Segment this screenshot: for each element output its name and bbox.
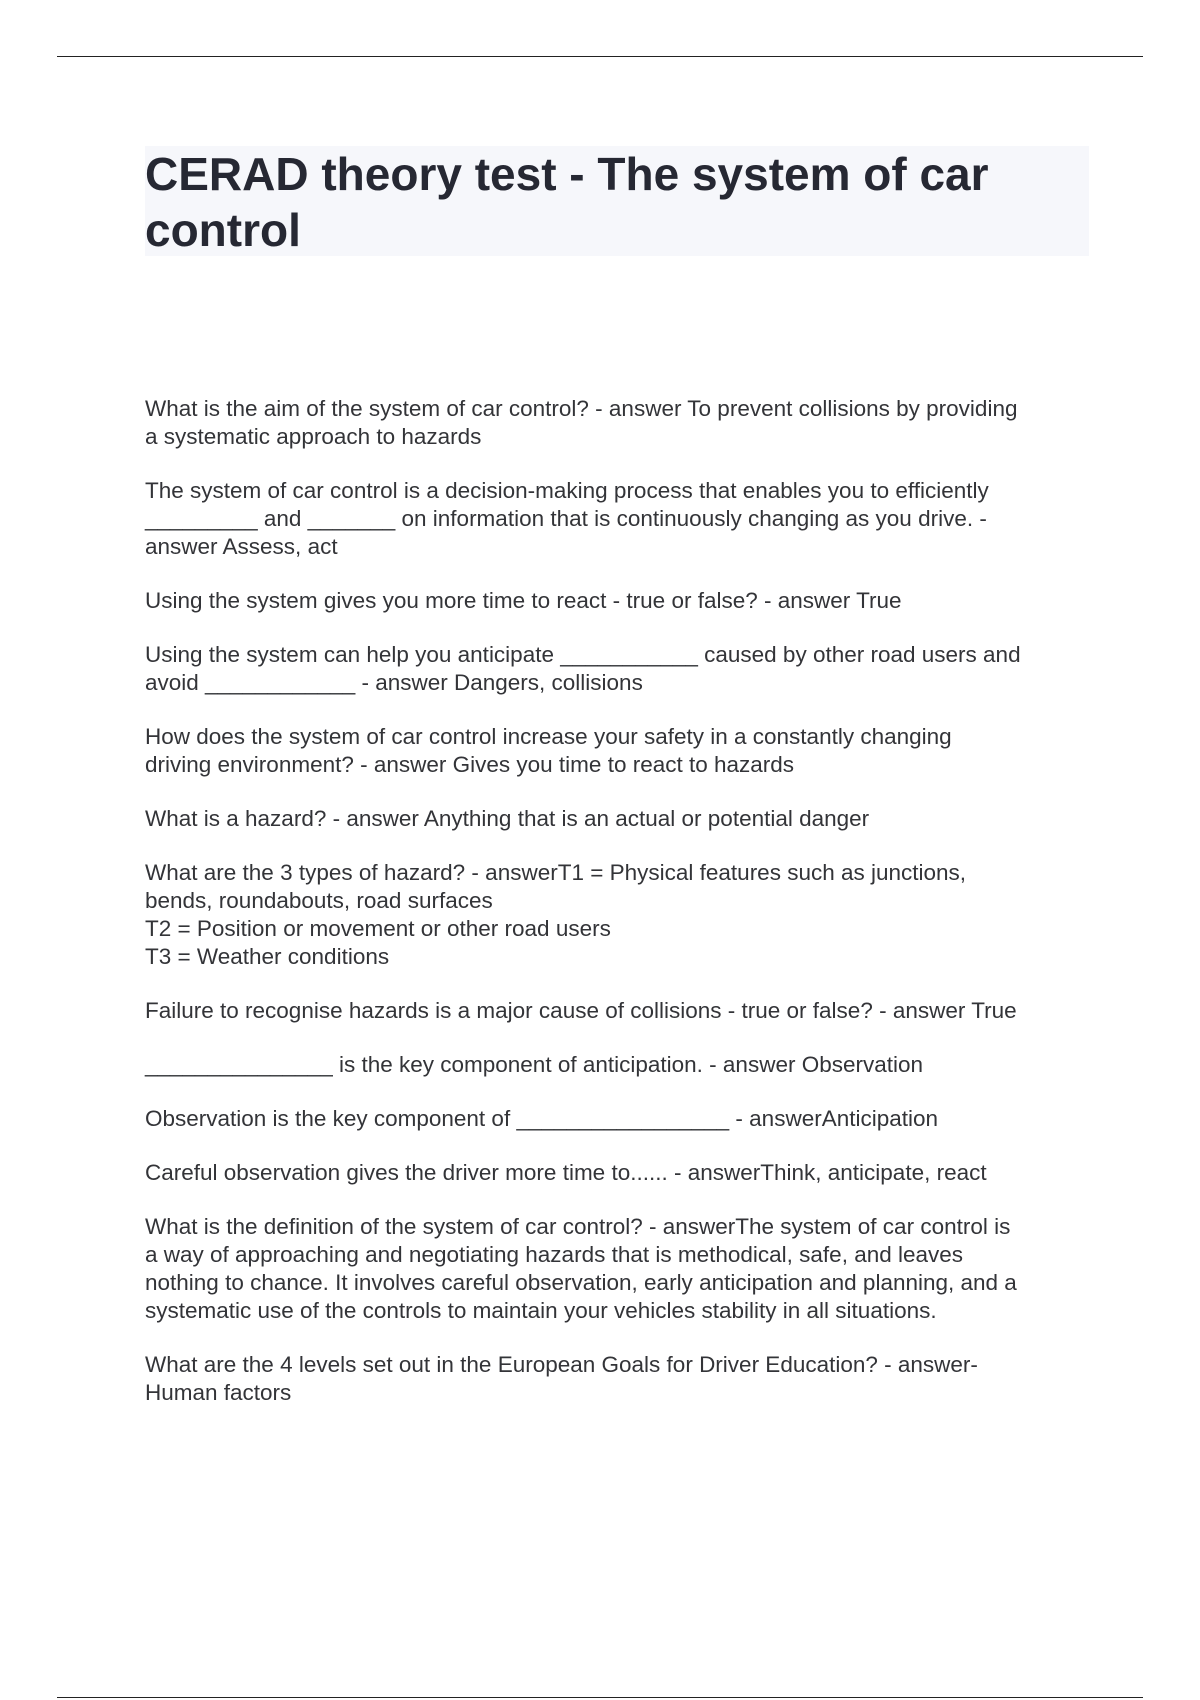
qa-entry: What is the definition of the system of car control? - answerThe system of car control is a way of approaching and negotiating hazards that is methodical, safe, and leaves nothing to chance. It involves careful observation, early anticipation and planning, and a systematic use of the controls to maintain your vehicles stability in all situations. [145,1214,1017,1323]
top-rule [57,56,1143,57]
qa-entry: Using the system gives you more time to react - true or false? - answer True [145,588,902,613]
qa-entry: What are the 4 levels set out in the European Goals for Driver Education? - answer- Human factors [145,1352,978,1405]
qa-entry: The system of car control is a decision-making process that enables you to efficiently _________ and _______ on information that is continuously changing as you drive. - answer Assess, act [145,478,989,559]
qa-entry: Using the system can help you anticipate ___________ caused by other road users and avoid ____________ - answer Dangers, collisions [145,642,1021,695]
qa-entry: How does the system of car control increase your safety in a constantly changing driving environment? - answer Gives you time to react to hazards [145,724,952,777]
qa-entry: Failure to recognise hazards is a major cause of collisions - true or false? - answer True [145,998,1017,1023]
qa-entry: Observation is the key component of _________________ - answerAnticipation [145,1106,939,1131]
qa-entry: What are the 3 types of hazard? - answerT1 = Physical features such as junctions, bends, roundabouts, road surfaces T2 = Position or movement or other road users T3 = Weather conditions [145,860,967,969]
page-title: CERAD theory test - The system of car control [145,148,989,256]
title-banner [145,146,1089,256]
bottom-rule [57,1697,1143,1698]
qa-entry: What is the aim of the system of car control? - answer To prevent collisions by providing a systematic approach to hazards [145,396,1018,449]
qa-entry: _______________ is the key component of anticipation. - answer Observation [145,1052,924,1077]
qa-entry: Careful observation gives the driver more time to...... - answerThink, anticipate, react [145,1160,987,1185]
qa-list [145,395,1095,1433]
qa-entry: What is a hazard? - answer Anything that is an actual or potential danger [145,806,870,831]
